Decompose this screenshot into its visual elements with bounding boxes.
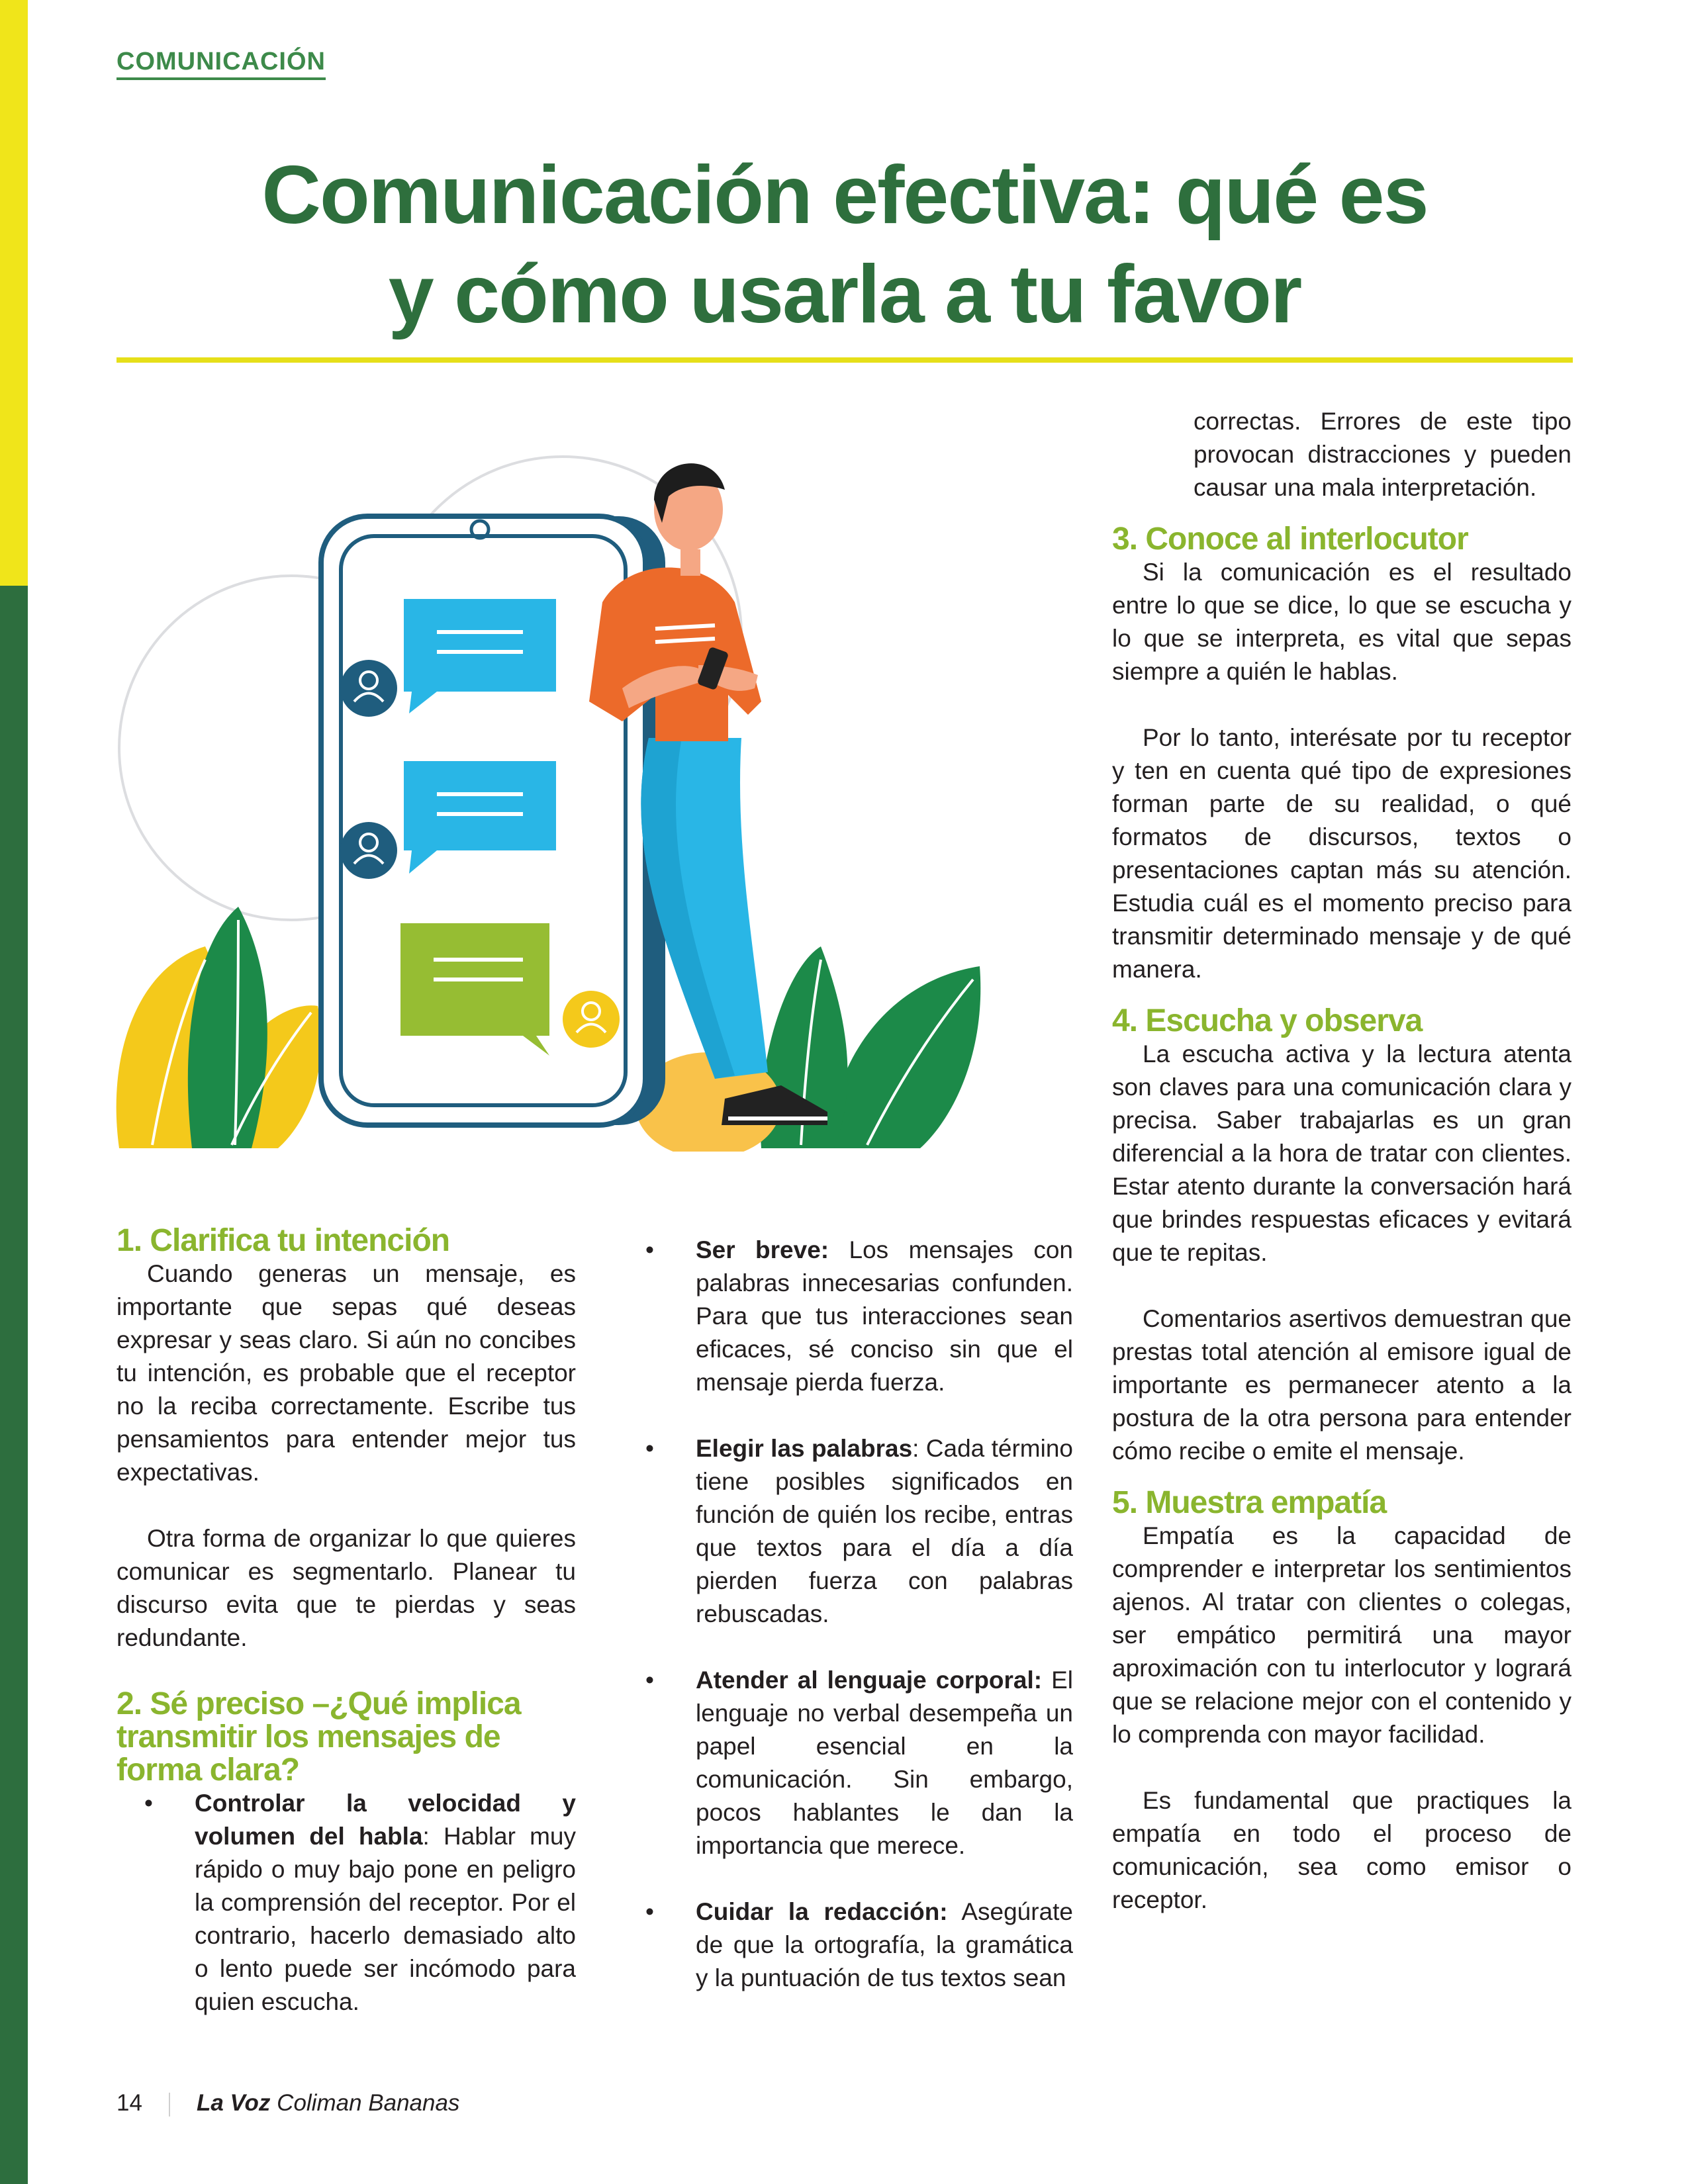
bullet-icon: • bbox=[645, 1236, 654, 1263]
bullet-text: Asegúrate de que la ortografía, la gramática y la puntuación de tus textos sean bbox=[696, 1898, 1074, 1991]
bullet-icon: • bbox=[645, 1898, 654, 1925]
left-leaves bbox=[117, 907, 322, 1148]
list-item bbox=[645, 1664, 1073, 1862]
bullet-text: El lenguaje no verbal desempeña un papel esencial en la comunicación. Sin embargo, pocos hablantes le dan la importancia que merece. bbox=[696, 1666, 1073, 1859]
bullet-icon: • bbox=[144, 1790, 153, 1817]
bullet-text: : Hablar muy rápido o muy bajo pone en peligro la comprensión del receptor. Por el contrario, hacerlo demasiado alto o lento puede ser incómodo para quien escucha. bbox=[195, 1823, 576, 2015]
paragraph: Otra forma de organizar lo que quieres comunicar es segmentarlo. Planear tu discurso evita que te pierdas y seas redundante. bbox=[117, 1525, 576, 1651]
bullet-list bbox=[117, 1787, 576, 2019]
list-item bbox=[645, 1432, 1073, 1631]
list-item bbox=[144, 1787, 576, 2019]
heading-escucha-observa: 4. Escucha y observa bbox=[1112, 1003, 1423, 1038]
heading-conoce-interlocutor: 3. Conoce al interlocutor bbox=[1112, 522, 1468, 557]
paragraph: Comentarios asertivos demuestran que prestas total atención al emisore igual de importante es permanecer atento a la postura de la otra persona para entender cómo recibe o emite el mensaje. bbox=[1112, 1305, 1571, 1465]
side-stripe-green bbox=[0, 586, 28, 2184]
magazine-subtitle: Coliman Bananas bbox=[270, 2090, 460, 2116]
paragraph-continuation: correctas. Errores de este tipo provocan distracciones y pueden causar una mala interpretación. bbox=[1194, 408, 1571, 501]
bullet-text: Los mensajes con palabras innecesarias confunden. Para que tus interacciones sean eficaces, sé conciso sin que el mensaje pierda fuerza. bbox=[696, 1236, 1073, 1396]
bullet-icon: • bbox=[645, 1435, 654, 1462]
column-3 bbox=[1112, 405, 1571, 1917]
bullet-bold: Ser breve: bbox=[696, 1236, 829, 1263]
list-item bbox=[645, 1234, 1073, 1399]
bullet-bold: Atender al lenguaje corporal: bbox=[696, 1666, 1043, 1694]
title-line-1: Comunicación efectiva: qué es bbox=[261, 150, 1428, 241]
magazine-name: La Voz bbox=[196, 2090, 271, 2116]
heading-muestra-empatia: 5. Muestra empatía bbox=[1112, 1485, 1387, 1520]
paragraph: Es fundamental que practiques la empatía en todo el proceso de comunicación, sea como emisor o receptor. bbox=[1112, 1787, 1571, 1913]
page-title bbox=[117, 146, 1573, 344]
bullet-text: : Cada término tiene posibles significados en función de quién los recibe, entras que textos para el día a día pierden fuerza con palabras rebuscadas. bbox=[696, 1435, 1073, 1627]
bullet-bold: Controlar la velocidad y volumen del habla bbox=[195, 1790, 576, 1850]
page-number: 14 bbox=[117, 2090, 142, 2116]
heading-clarifica: 1. Clarifica tu intención bbox=[117, 1223, 450, 1258]
column-2 bbox=[645, 1234, 1073, 1995]
bullet-list bbox=[645, 1234, 1073, 1995]
footer-divider bbox=[169, 2093, 170, 2116]
section-tag: COMUNICACIÓN bbox=[117, 48, 326, 80]
column-1 bbox=[117, 1224, 576, 2052]
title-line-2: y cómo usarla a tu favor bbox=[388, 249, 1301, 340]
side-stripe-yellow bbox=[0, 0, 28, 586]
bullet-bold: Cuidar la redacción: bbox=[696, 1898, 948, 1925]
heading-se-preciso: 2. Sé preciso –¿Qué implica transmitir los mensajes de forma clara? bbox=[117, 1686, 521, 1788]
bullet-bold: Elegir las palabras bbox=[696, 1435, 913, 1462]
paragraph: La escucha activa y la lectura atenta son claves para una comunicación clara y precisa. Saber trabajarlas es un gran diferencial a la hora de tratar con clientes. Estar atento durante la conversación hará que brindes respuestas eficaces y evitará que te repitas. bbox=[1112, 1040, 1571, 1266]
paragraph: Empatía es la capacidad de comprender e interpretar los sentimientos ajenos. Al tratar con clientes o colegas, ser empático permitirá una mayor aproximación con tu interlocutor y logrará que se relacione mejor con el contenido y lo comprenda con mayor facilidad. bbox=[1112, 1522, 1571, 1748]
list-item bbox=[645, 1895, 1073, 1995]
page-footer bbox=[117, 2090, 459, 2116]
paragraph: Por lo tanto, interésate por tu receptor y ten en cuenta qué tipo de expresiones forman parte de su realidad, o qué formatos de discursos, textos o presentaciones captan más su atención. Estudia cuál es el momento preciso para transmitir determinado mensaje y de qué manera. bbox=[1112, 724, 1571, 983]
bullet-icon: • bbox=[645, 1666, 654, 1694]
paragraph: Cuando generas un mensaje, es importante que sepas qué deseas expresar y seas claro. Si aún no concibes tu intención, es probable que el receptor no la reciba correctamente. Escribe tus pensamientos para entender mejor tus expectativas. bbox=[117, 1260, 576, 1486]
title-underline bbox=[117, 357, 1573, 363]
paragraph: Si la comunicación es el resultado entre lo que se dice, lo que se escucha y lo que se interpreta, es vital que sepas siempre a quién le hablas. bbox=[1112, 559, 1571, 685]
illustration bbox=[99, 437, 1092, 1152]
